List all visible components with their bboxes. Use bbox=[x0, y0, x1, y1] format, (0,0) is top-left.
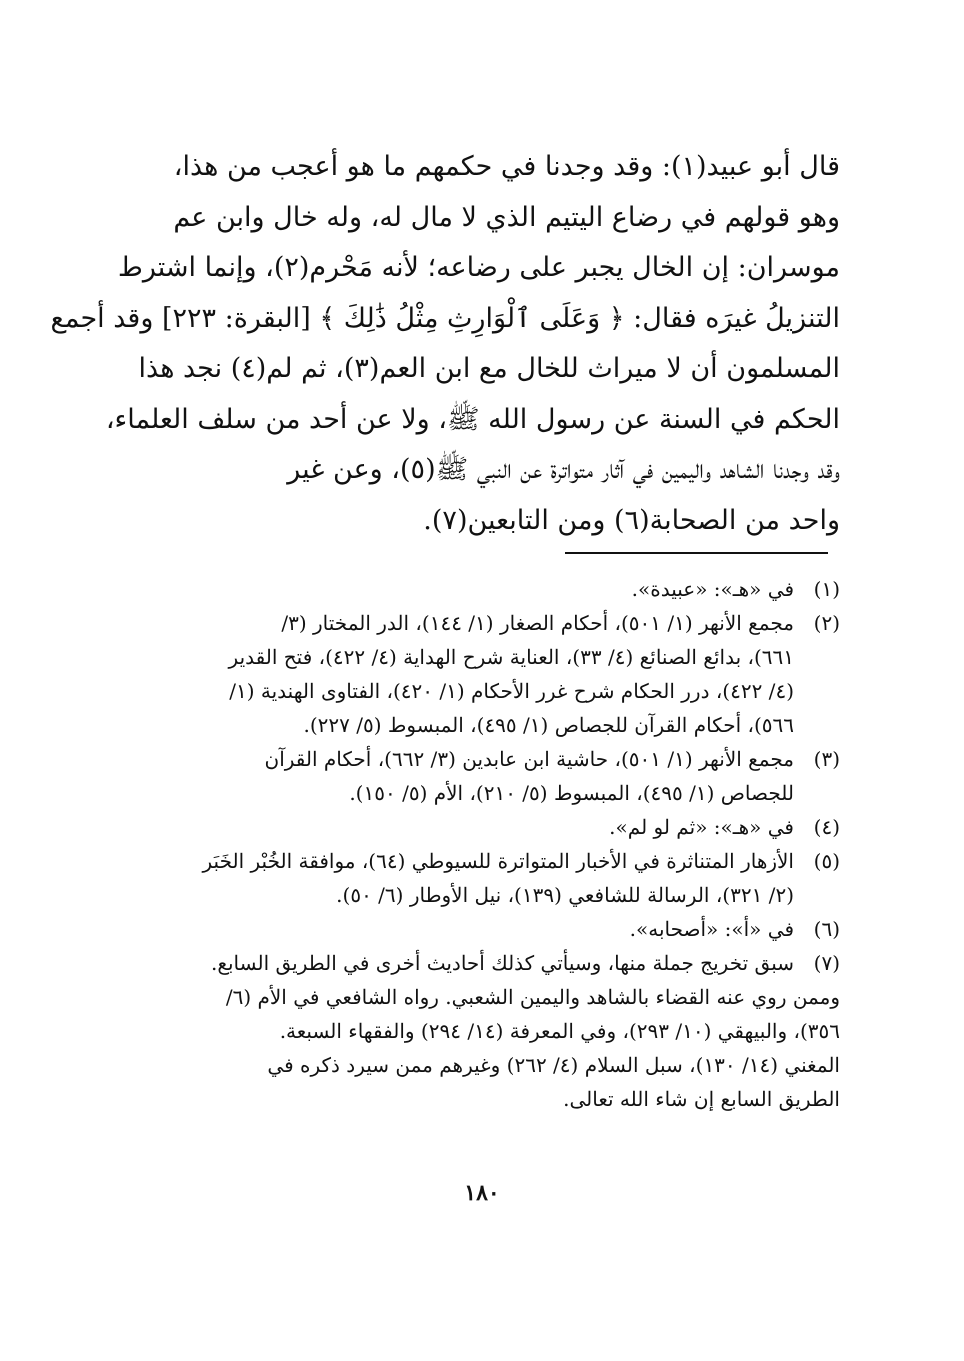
footnote bbox=[128, 810, 840, 844]
footnote-line: الطريق السابع إن شاء الله تعالى. bbox=[563, 1087, 840, 1111]
main-text-line: التنزيلُ غيرَه فقال: ﴿ وَعَلَى ٱلْوَارِثِ مِثْلُ ذَٰلِكَ ﴾ [البقرة: ٢٢٣] وقد أجمع bbox=[50, 302, 840, 334]
main-text-line: قال أبو عبيد(١): وقد وجدنا في حكمهم ما هو أعجب من هذا، bbox=[173, 151, 840, 182]
footnote-line: في «هـ»: «ثم لو لم». bbox=[609, 815, 794, 839]
footnote-line: سبق تخريج جملة منها، وسيأتي كذلك أحاديث أخرى في الطريق السابع. bbox=[210, 951, 794, 975]
footnote-line: في «أ»: «أصحابه». bbox=[629, 917, 794, 941]
main-text-block bbox=[50, 142, 840, 546]
footnote bbox=[128, 946, 840, 980]
main-text-line: وهو قولهم في رضاع اليتيم الذي لا مال له، وله خال وابن عم bbox=[173, 201, 840, 233]
footnote-number: (١) bbox=[813, 577, 840, 601]
footnote-line: ٣٥٦)، والبيهقي (١٠/ ٢٩٣)، وفي المعرفة (١٤/ ٢٩٤) والفقهاء السبعة. bbox=[279, 1019, 840, 1043]
footnote bbox=[128, 742, 840, 810]
main-text-line: موسران: إن الخال يجبر على رضاعه؛ لأنه مَحْرم(٢)، وإنما اشترط bbox=[117, 252, 840, 283]
main-text-line: واحد من الصحابة(٦) ومن التابعين(٧). bbox=[423, 504, 840, 536]
footnote-separator bbox=[565, 552, 828, 554]
footnote-number: (٤) bbox=[813, 815, 840, 839]
footnote-line: الأزهار المتناثرة في الأخبار المتواترة للسيوطي (٦٤)، موافقة الخُبْر الخَبَر bbox=[202, 849, 794, 873]
footnote-line: ٦٦١)، بدائع الصنائع (٤/ ٣٣)، العناية شرح الهداية (٤/ ٤٢٢)، فتح القدير bbox=[228, 645, 794, 669]
footnote-number: (٥) bbox=[813, 849, 840, 873]
footnote bbox=[128, 572, 840, 606]
footnote bbox=[128, 606, 840, 742]
footnote-number: (٢) bbox=[813, 611, 840, 635]
footnote-line: ٥٦٦)، أحكام القرآن للجصاص (١/ ٤٩٥)، المبسوط (٥/ ٢٢٧). bbox=[303, 713, 794, 737]
footnote-number: (٣) bbox=[813, 747, 840, 771]
footnote-line: مجمع الأنهر (١/ ٥٠١)، أحكام الصغار (١/ ١٤٤)، الدر المختار (٣/ bbox=[281, 611, 794, 635]
footnote-line: المغني (١٤/ ١٣٠)، سبل السلام (٤/ ٢٦٢) وغيرهم ممن سيرد ذكره في bbox=[267, 1053, 840, 1077]
main-text-line: المسلمون أن لا ميراث للخال مع ابن العم(٣)، ثم لم(٤) نجد هذا bbox=[138, 353, 840, 384]
footnote-line: (٤/ ٤٢٢)، درر الحكام شرح غرر الأحكام (١/ ٤٢٠)، الفتاوى الهندية (١/ bbox=[229, 679, 794, 703]
footnote-line: في «هـ»: «عبيدة». bbox=[631, 577, 794, 601]
main-text-line: الحكم في السنة عن رسول الله ﷺ، ولا عن أحد من سلف العلماء، bbox=[105, 403, 840, 435]
footnote bbox=[128, 844, 840, 912]
footnote bbox=[128, 912, 840, 946]
footnote-line: للجصاص (١/ ٤٩٥)، المبسوط (٥/ ٢١٠)، الأم (٥/ ١٥٠). bbox=[349, 781, 794, 805]
footnote-continuation bbox=[128, 980, 840, 1116]
footnote-line: وممن روي عنه القضاء بالشاهد واليمين الشعبي. رواه الشافعي في الأم (٦/ bbox=[225, 985, 840, 1009]
page-number: ١٨٠ bbox=[464, 1180, 500, 1206]
footnotes-block bbox=[128, 572, 840, 1116]
footnote-number: (٦) bbox=[813, 917, 840, 941]
footnote-line: مجمع الأنهر (١/ ٥٠١)، حاشية ابن عابدين (٣/ ٦٦٢)، أحكام القرآن bbox=[264, 747, 794, 771]
footnote-number: (٧) bbox=[813, 951, 840, 975]
footnote-line: (٢/ ٣٢١)، الرسالة للشافعي (١٣٩)، نيل الأوطار (٦/ ٥٠). bbox=[336, 883, 794, 907]
main-text-line: وقد وجدنا الشاهد واليمين في آثار متواترة عن النبي ﷺ(٥)، وعن غير bbox=[287, 454, 840, 485]
